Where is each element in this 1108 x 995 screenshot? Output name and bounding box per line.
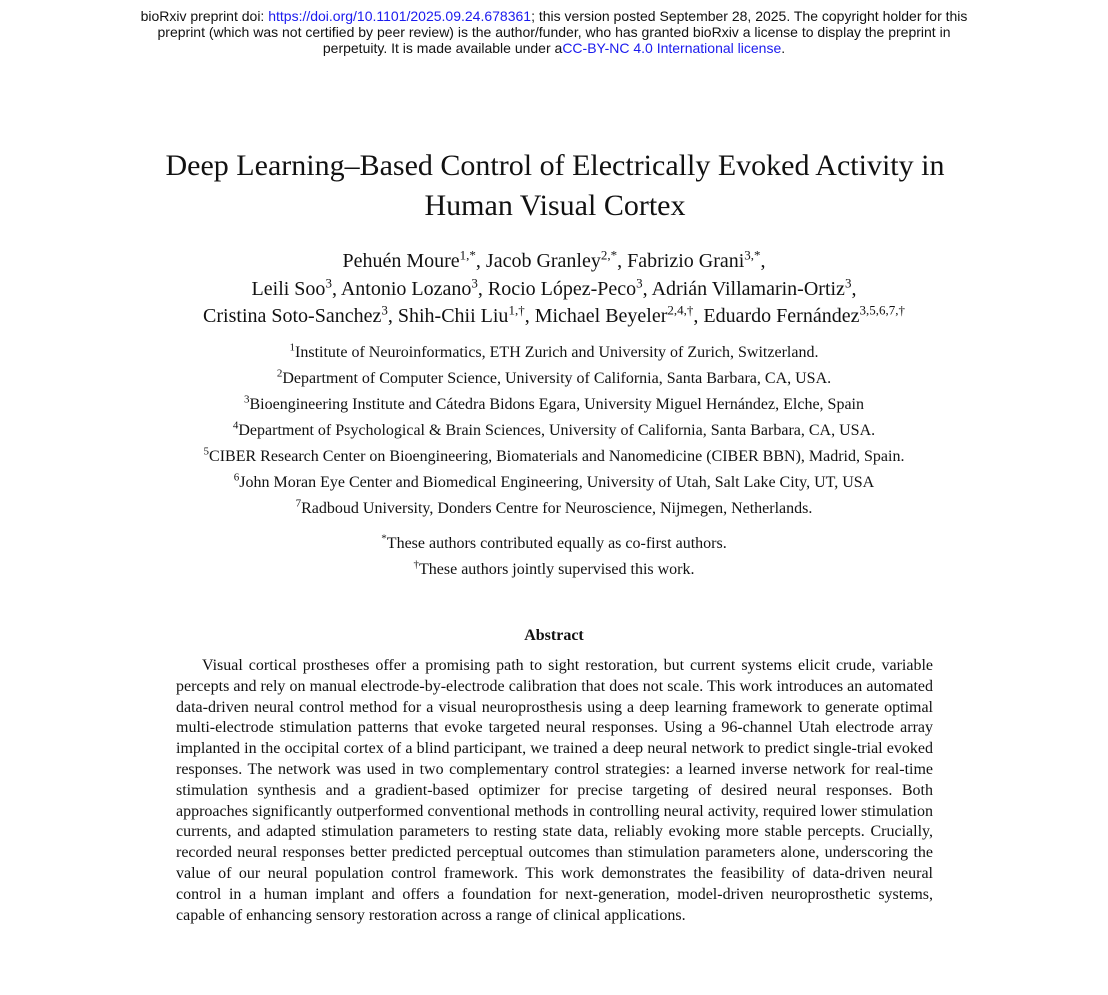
supervision-note: †These authors jointly supervised this work. — [413, 558, 695, 578]
doi-link[interactable]: https://doi.org/10.1101/2025.09.24.678361 — [268, 8, 532, 24]
author-line-2: Leili Soo$^3$, Antonio Lozano$^3$, Rocio López-Peco$^3$, Adrián Villamarin-Ortiz$^3$, — [251, 274, 857, 300]
affiliation: $^2$Department of Computer Science, University of California, Santa Barbara, CA, USA. — [276, 367, 832, 387]
author: Leili Soo$^3$ — [251, 274, 332, 300]
preprint-banner — [0, 8, 1108, 56]
paper-title — [60, 146, 1050, 226]
license-link[interactable]: CC-BY-NC 4.0 International license — [562, 40, 782, 56]
author: Shih-Chii Liu$^{1,\dagger}$ — [397, 302, 525, 327]
affiliation: $^1$Institute of Neuroinformatics, ETH Zurich and University of Zurich, Switzerland. — [289, 341, 819, 361]
author: Antonio Lozano$^3$ — [340, 274, 478, 300]
affiliation: $^3$Bioengineering Institute and Cátedra Bidons Egara, University Miguel Hernández, Elche, Spain — [244, 393, 864, 413]
author-notes — [20, 531, 1088, 583]
title-line-1: Deep Learning–Based Control of Electrically Evoked Activity in — [165, 149, 945, 182]
affiliation: $^6$John Moran Eye Center and Biomedical Engineering, University of Utah, Salt Lake City, UT, USA — [233, 471, 875, 491]
banner-line-3: perpetuity. It is made available under aCC-BY-NC 4.0 International license. — [322, 40, 786, 56]
author: Adrián Villamarin-Ortiz$^3$ — [651, 274, 852, 300]
author-list — [30, 248, 1078, 331]
author-line-3: Cristina Soto-Sanchez$^3$, Shih-Chii Liu$^{1,\dagger}$, Michael Beyeler$^{2,4,\dagger}$, Eduardo Fernández$^{3,5,6,7,\dagger}$ — [203, 302, 905, 327]
banner-line-2: preprint (which was not certified by peer review) is the author/funder, who has granted bioRxiv a license to display the preprint in — [157, 24, 951, 40]
abstract-body: Visual cortical prostheses offer a promising path to sight restoration, but current systems elicit crude, variable percepts and rely on manual electrode-by-electrode calibration that does not scale. This work introduces an automated data-driven neural control method for a visual neuroprosthesis using a deep learning framework to generate optimal multi-electrode stimulation patterns that evoke targeted neural responses. Using a 96-channel Utah electrode array implanted in the occipital cortex of a blind participant, we trained a deep neural network to predict single-trial evoked responses. The network was used in two complementary control strategies: a learned inverse network for real-time stimulation synthesis and a gradient-based optimizer for precise targeting of desired neural responses. Both approaches significantly outperformed conventional methods in controlling neural activity, required lower stimulation currents, and adapted stimulation parameters to resting state data, reliably evoking more stable percepts. Crucially, recorded neural responses better predicted perceptual outcomes than stimulation parameters alone, underscoring the value of our neural population control framework. This work demonstrates the feasibility of data-driven neural control in a human implant and offers a foundation for next-generation, model-driven neuroprosthetic systems, capable of enhancing sensory restoration across a range of clinical applications. — [176, 657, 933, 924]
author: Eduardo Fernández$^{3,5,6,7,\dagger}$ — [703, 302, 905, 327]
affiliation-list — [20, 340, 1088, 522]
affiliation: $^4$Department of Psychological & Brain Sciences, University of California, Santa Barbara, CA, USA. — [232, 419, 876, 439]
author-line-1: Pehuén Moure$^{1,*}$, Jacob Granley$^{2,*}$, Fabrizio Grani$^{3,*}$, — [342, 247, 766, 272]
affiliation: $^7$Radboud University, Donders Centre for Neuroscience, Nijmegen, Netherlands. — [295, 497, 813, 517]
author: Cristina Soto-Sanchez$^3$ — [203, 302, 388, 327]
author: Jacob Granley$^{2,*}$ — [485, 247, 618, 272]
author: Rocio López-Peco$^3$ — [487, 274, 643, 300]
abstract-heading: Abstract — [524, 627, 584, 644]
author: Fabrizio Grani$^{3,*}$ — [627, 247, 761, 272]
author: Pehuén Moure$^{1,*}$ — [342, 247, 476, 272]
banner-line-1: bioRxiv preprint doi: https://doi.org/10.1101/2025.09.24.678361; this version posted September 28, 2025. The copyright holder for this — [140, 8, 968, 24]
co-first-note: *These authors contributed equally as co-first authors. — [381, 532, 727, 552]
author: Michael Beyeler$^{2,4,\dagger}$ — [534, 302, 694, 327]
affiliation: $^5$CIBER Research Center on Bioengineering, Biomaterials and Nanomedicine (CIBER BBN), Madrid, Spain. — [203, 445, 905, 465]
title-line-2: Human Visual Cortex — [424, 189, 686, 222]
